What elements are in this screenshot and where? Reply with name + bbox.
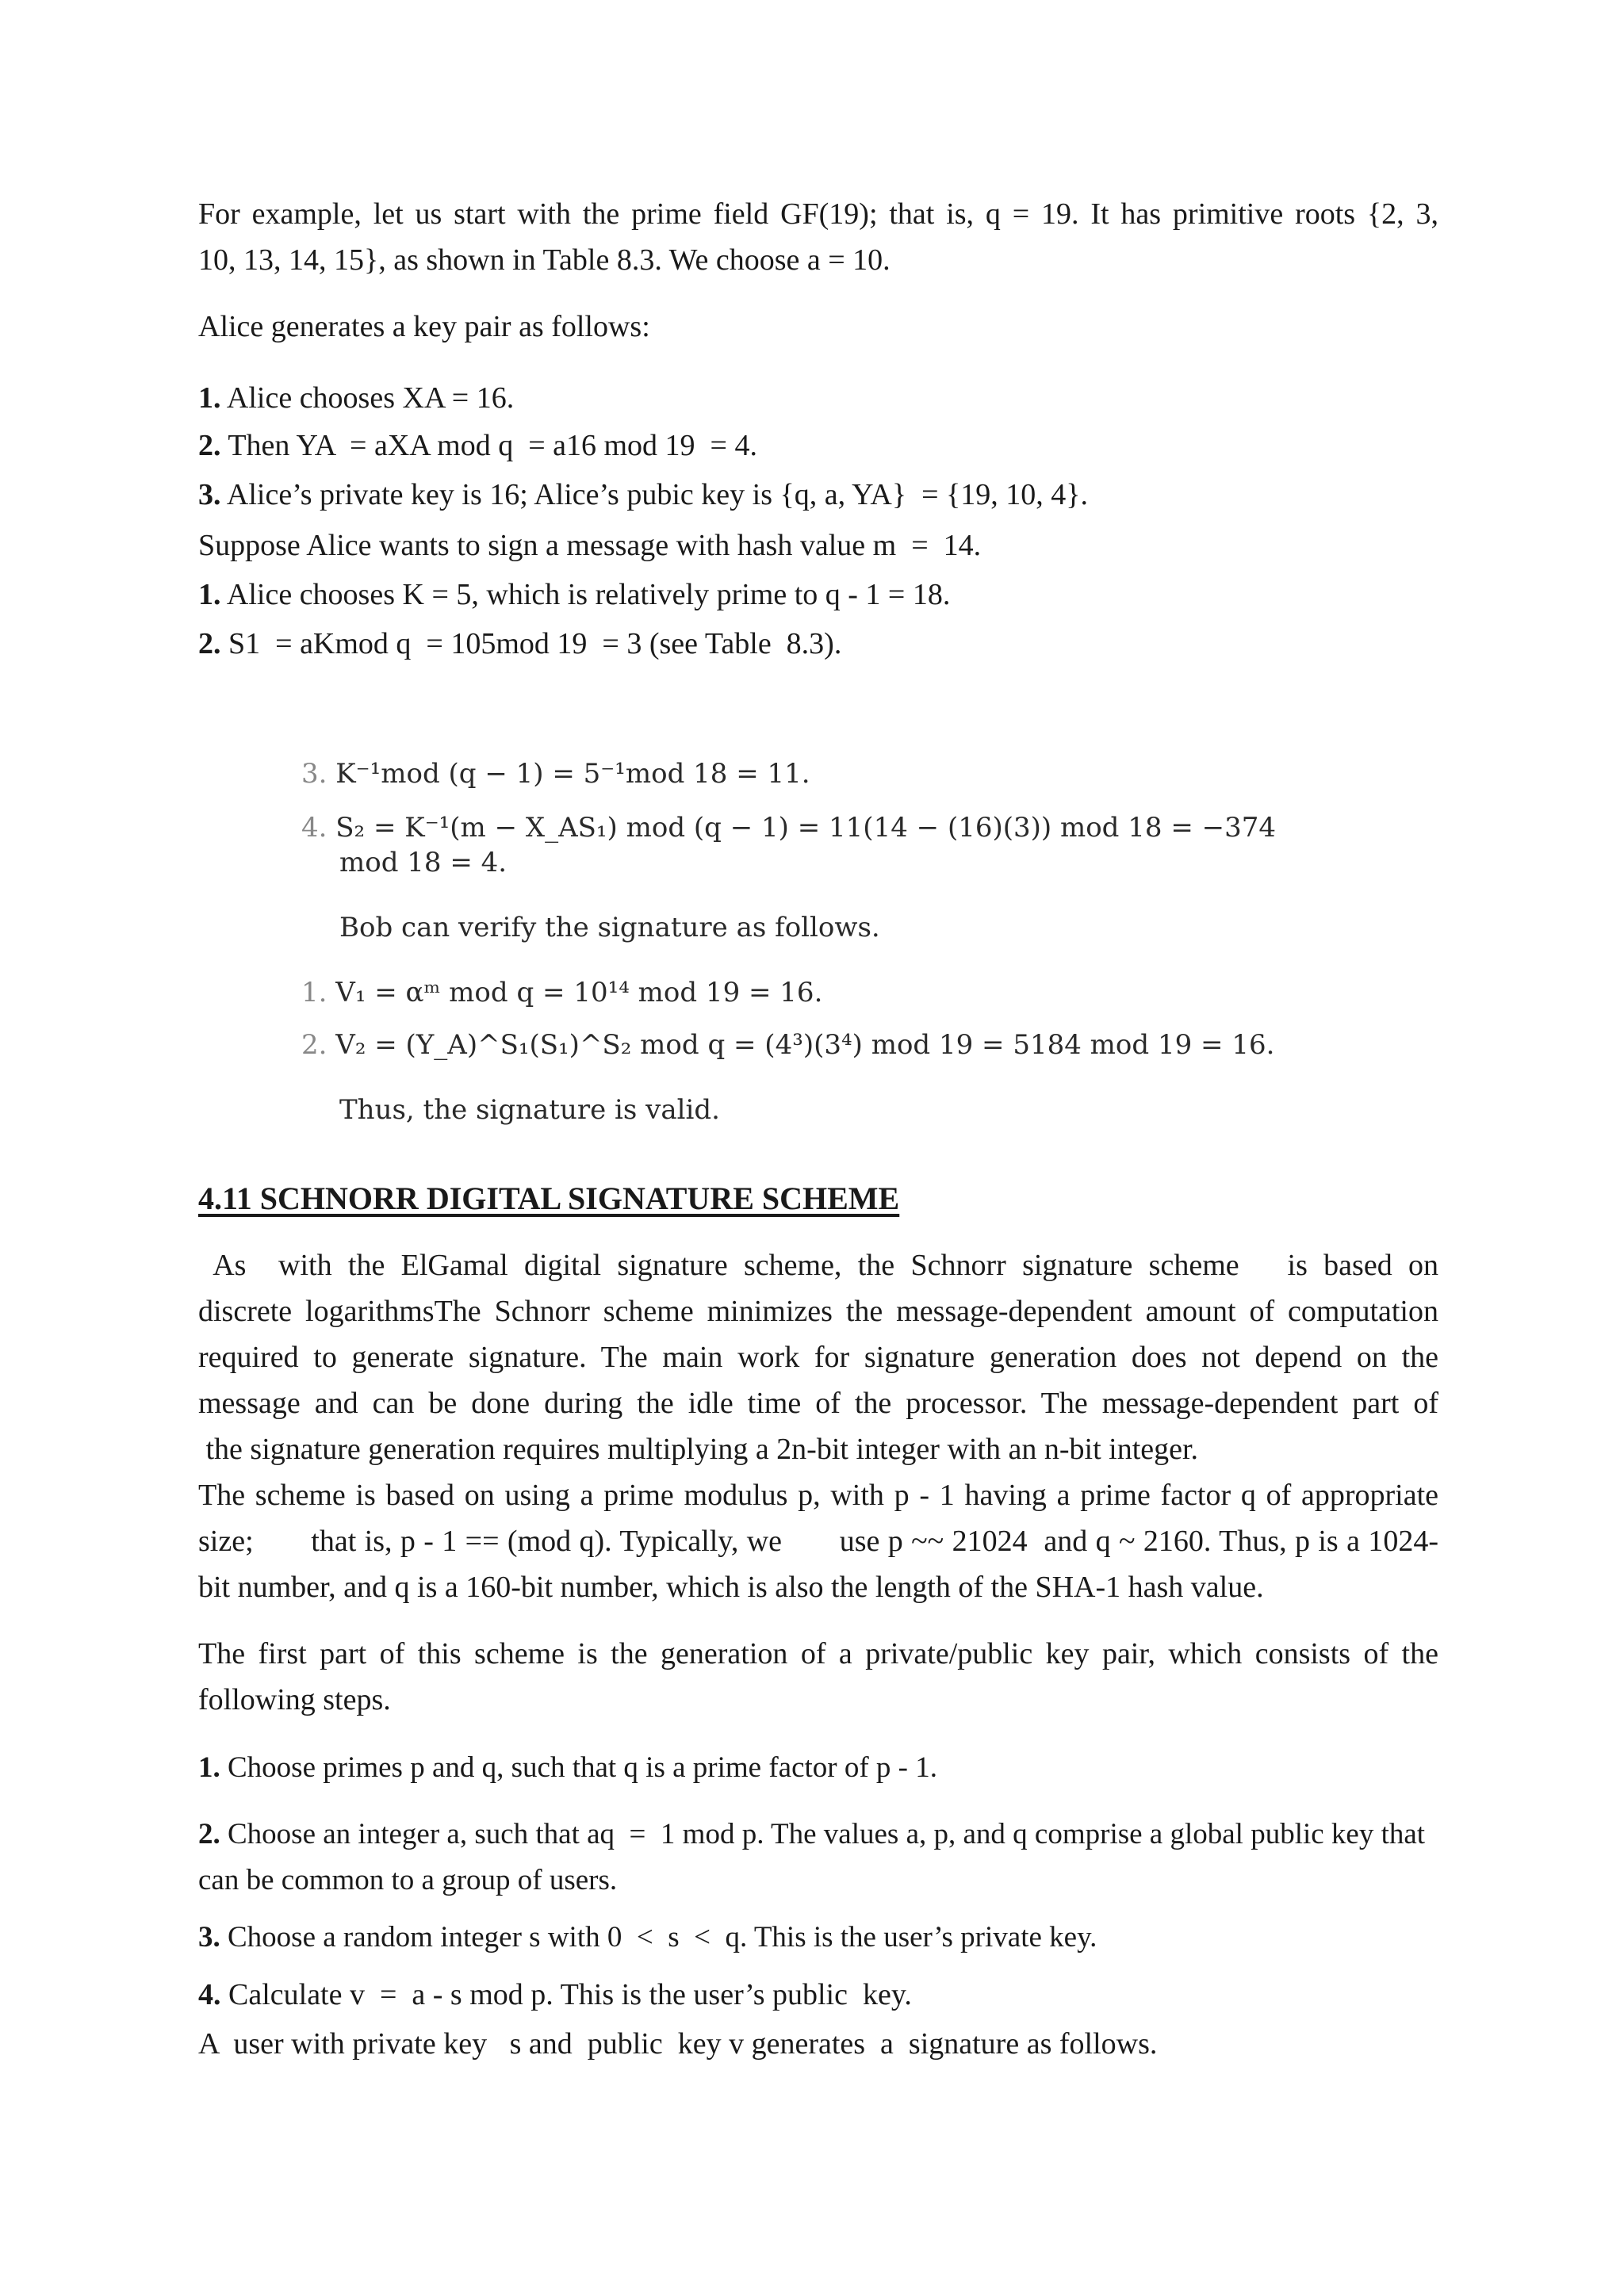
schnorr-line-7: size; that is, p - 1 == (mod q). Typically, we use p ~~ 21024 and q ~ 2160. Thus, p is a 1024-: [198, 1525, 1438, 1558]
sign-intro-text: Suppose Alice wants to sign a message with hash value m = 14.: [198, 529, 982, 562]
step-text: Then YA = aXA mod q = a16 mod 19 = 4.: [220, 429, 757, 462]
step-text: Calculate v = a - s mod p. This is the user’s public key.: [220, 1978, 912, 2011]
schnorr-line-10: following steps.: [198, 1683, 391, 1716]
keygen-step-2: [198, 427, 757, 465]
step-text: Choose primes p and q, such that q is a prime factor of p - 1.: [220, 1751, 937, 1784]
formula-text: V₁ = αᵐ mod q = 10¹⁴ mod 19 = 16.: [335, 977, 823, 1008]
formula-text: K⁻¹mod (q − 1) = 5⁻¹mod 18 = 11.: [335, 758, 810, 790]
step-number: 1.: [198, 381, 221, 415]
step-text: Choose an integer a, such that aq = 1 mod p. The values a, p, and q comprise a global public key that: [220, 1818, 1426, 1850]
sign-step-1: [198, 576, 950, 614]
section-heading: 4.11 SCHNORR DIGITAL SIGNATURE SCHEME: [198, 1181, 900, 1216]
formula-number: 1.: [301, 977, 327, 1008]
keygen-step-1: [198, 379, 514, 417]
formula-step-4: [301, 810, 1276, 845]
step-text: Alice chooses K = 5, which is relatively prime to q - 1 = 18.: [220, 578, 951, 611]
schnorr-step-2: [198, 1816, 1438, 1854]
schnorr-step-3: [198, 1919, 1097, 1957]
step-text: Choose a random integer s with 0 < s < q. This is the user’s private key.: [220, 1921, 1097, 1954]
step-number: 1.: [198, 1751, 220, 1784]
embedded-formula-image: [301, 753, 1300, 1142]
verify-step-1: [301, 975, 822, 1010]
step-number: 3.: [198, 478, 221, 511]
step-number: 2.: [198, 627, 221, 660]
schnorr-line-6: The scheme is based on using a prime modulus p, with p - 1 having a prime factor q of appropriate: [198, 1479, 1438, 1512]
step-text: Alice’s private key is 16; Alice’s pubic key is {q, a, YA} = {19, 10, 4}.: [220, 478, 1089, 511]
keygen-step-3: [198, 476, 1088, 514]
formula-text: V₂ = (Y_A)^S₁(S₁)^S₂ mod q = (4³)(3⁴) mod 19 = 5184 mod 19 = 16.: [335, 1029, 1275, 1061]
schnorr-line-4: message and can be done during the idle time of the processor. The message-dependent part of: [198, 1387, 1438, 1420]
schnorr-line-9: The first part of this scheme is the generation of a private/public key pair, which consists of the: [198, 1637, 1438, 1670]
schnorr-line-3: required to generate signature. The main work for signature generation does not depend on the: [198, 1341, 1438, 1374]
formula-number: 4.: [301, 812, 327, 844]
verify-step-2: [301, 1027, 1274, 1062]
step-number: 1.: [198, 578, 221, 611]
formula-step-4-cont: mod 18 = 4.: [339, 847, 508, 878]
schnorr-step-2-cont: can be common to a group of users.: [198, 1864, 618, 1896]
step-number: 2.: [198, 429, 221, 462]
schnorr-line-5: the signature generation requires multiplying a 2n-bit integer with an n-bit integer.: [198, 1433, 1199, 1466]
formula-number: 3.: [301, 758, 327, 790]
formula-text: S₂ = K⁻¹(m − X_AS₁) mod (q − 1) = 11(14 − (16)(3)) mod 18 = −374: [335, 812, 1276, 844]
schnorr-line-1: As with the ElGamal digital signature scheme, the Schnorr signature scheme is based on: [198, 1249, 1438, 1282]
schnorr-line-2: discrete logarithmsThe Schnorr scheme minimizes the message-dependent amount of computation: [198, 1295, 1438, 1328]
bob-verify-text: Bob can verify the signature as follows.: [339, 912, 880, 943]
step-text: Alice chooses XA = 16.: [220, 381, 515, 415]
schnorr-step-4: [198, 1976, 912, 2014]
intro-line-2: 10, 13, 14, 15}, as shown in Table 8.3. We choose a = 10.: [198, 243, 891, 277]
step-number: 3.: [198, 1921, 220, 1954]
step-text: S1 = aKmod q = 105mod 19 = 3 (see Table 8.3).: [220, 627, 842, 660]
schnorr-step-1: [198, 1749, 937, 1787]
schnorr-line-8: bit number, and q is a 160-bit number, which is also the length of the SHA-1 hash value.: [198, 1571, 1264, 1604]
step-number: 4.: [198, 1978, 221, 2011]
alice-generates-text: Alice generates a key pair as follows:: [198, 310, 650, 343]
closing-text: A user with private key s and public key v generates a signature as follows.: [198, 2027, 1158, 2061]
signature-valid-text: Thus, the signature is valid.: [339, 1094, 720, 1126]
step-number: 2.: [198, 1818, 220, 1850]
formula-step-3: [301, 756, 810, 791]
formula-number: 2.: [301, 1029, 327, 1061]
sign-step-2: [198, 625, 841, 663]
intro-line-1: For example, let us start with the prime field GF(19); that is, q = 19. It has primitive roots {2, 3,: [198, 197, 1438, 231]
